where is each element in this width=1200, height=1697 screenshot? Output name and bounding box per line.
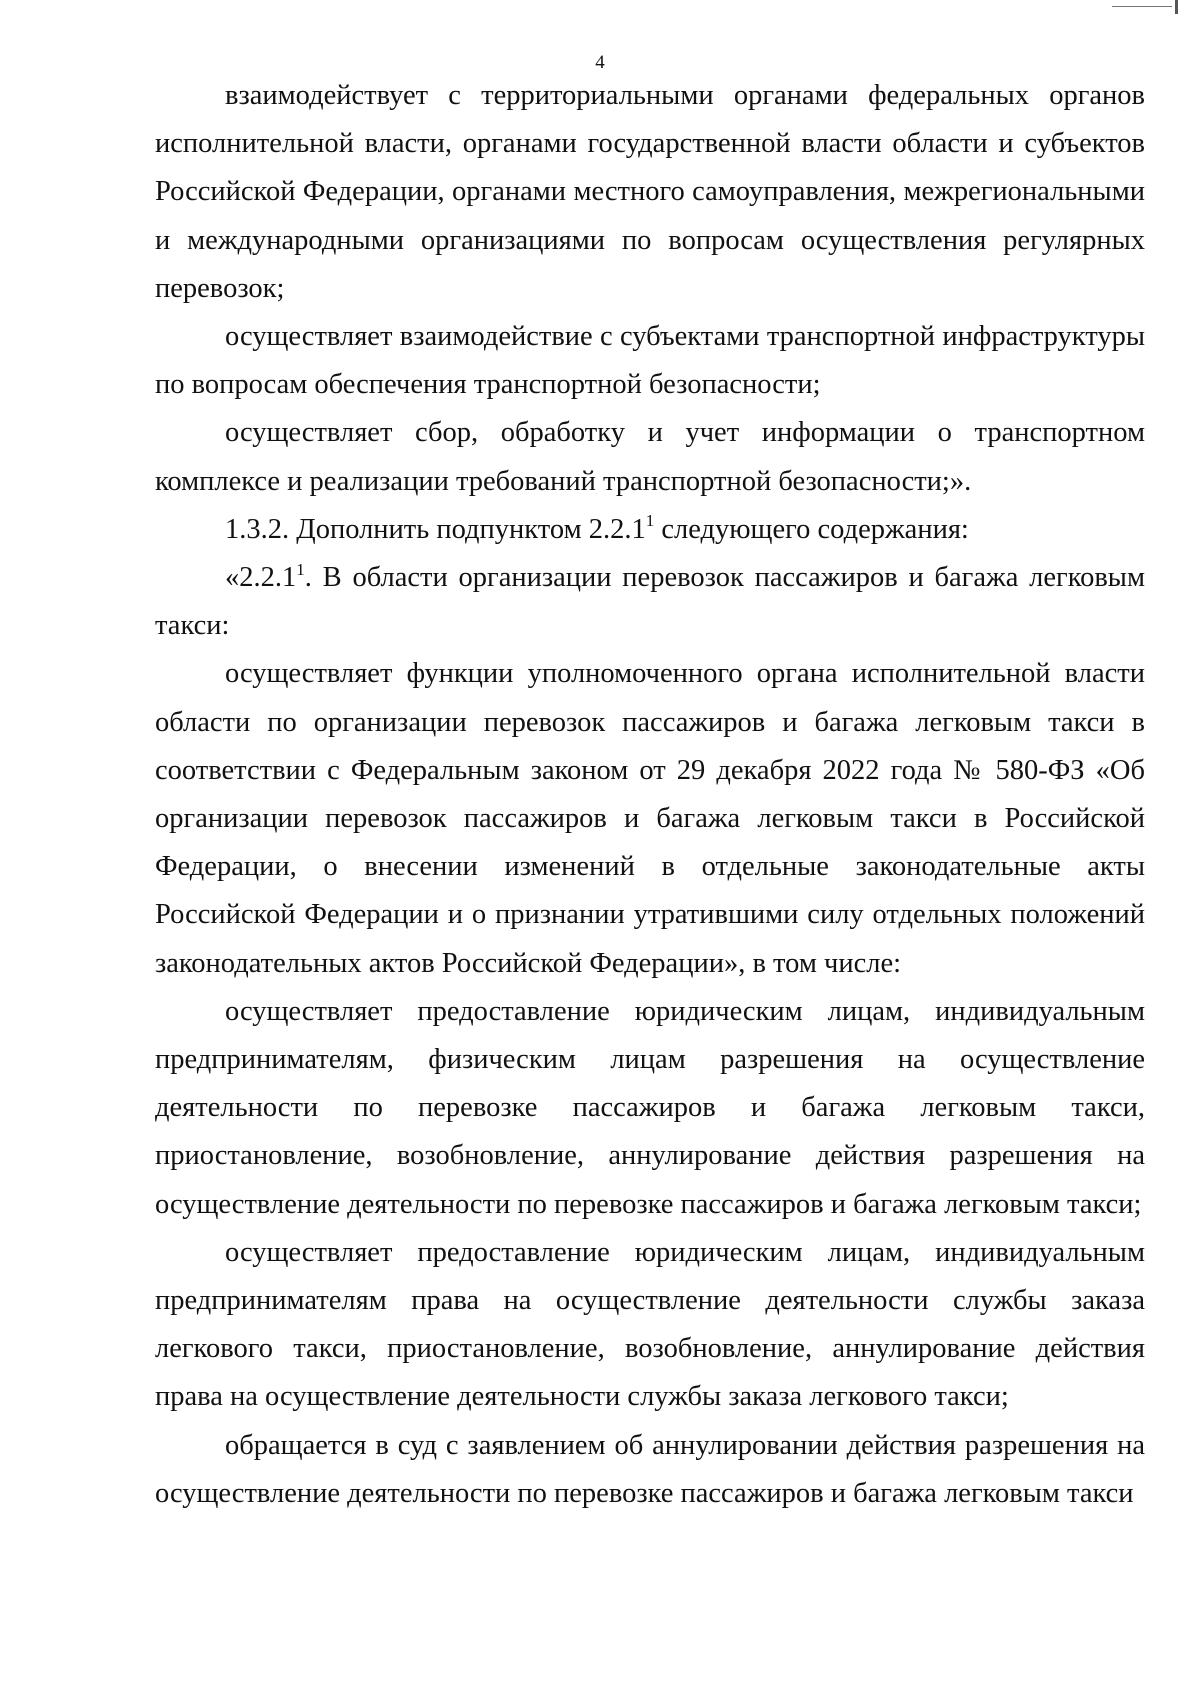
paragraph-interaction: взаимодействует с территориальными органами федеральных органов исполнительной власти, органами государственной власти области и субъектов Российской Федерации, органами местного самоуправления, межрегиональными и международными организациями по вопросам осуществления регулярных перевозок; xyxy=(155,80,1145,304)
paragraph-taxi-ordering-service: осуществляет предоставление юридическим лицам, индивидуальным предпринимателям права на осуществление деятельности службы заказа легкового такси, приостановление, возобновление, аннулирование действия права на осуществление деятельности службы заказа легкового такси; xyxy=(155,1236,1145,1413)
paragraph-taxi-permit: осуществляет предоставление юридическим лицам, индивидуальным предпринимателям, физическим лицам разрешения на осуществление деятельности по перевозке пассажиров и багажа легковым такси, приостановление, возобновление, аннулирование действия разрешения на осуществление деятельности по перевозке пассажиров и багажа легковым такси; xyxy=(155,995,1145,1220)
amendment-clause-text: 1.3.2. Дополнить подпунктом 2.2.1 xyxy=(225,513,646,545)
section-heading-text: . В области организации перевозок пассажиров и багажа легковым такси: xyxy=(155,562,1145,642)
scan-corner-mark xyxy=(1112,0,1172,7)
section-heading-superscript: 1 xyxy=(296,559,305,579)
paragraph-section-heading xyxy=(155,554,1145,650)
amendment-clause-superscript: 1 xyxy=(645,511,655,531)
document-body xyxy=(155,72,1145,1518)
section-heading-number: «2.2.1 xyxy=(225,562,297,594)
paragraph-amendment-clause xyxy=(155,506,1145,554)
paragraph-court-application: обращается в суд с заявлением об аннулировании действия разрешения на осуществление деятельности по перевозке пассажиров и багажа легковым такси xyxy=(155,1429,1145,1509)
amendment-clause-tail: следующего содержания: xyxy=(654,513,969,545)
scan-corner-tick xyxy=(1175,0,1178,14)
paragraph-transport-security-interaction: осуществляет взаимодействие с субъектами транспортной инфраструктуры по вопросам обеспечения транспортной безопасности; xyxy=(155,321,1145,401)
page-number: 4 xyxy=(595,52,605,73)
paragraph-information-collection: осуществляет сбор, обработку и учет информации о транспортном комплексе и реализации требований транспортной безопасности;». xyxy=(155,417,1145,497)
paragraph-authorized-body-functions: осуществляет функции уполномоченного органа исполнительной власти области по организации перевозок пассажиров и багажа легковым такси в соответствии с Федеральным законом от 29 декабря 2022 года № 580-ФЗ «Об организации перевозок пассажиров и багажа легковым такси в Российской Федерации, о внесении изменений в отдельные законодательные акты Российской Федерации и о признании утратившими силу отдельных положений законодательных актов Российской Федерации», в том числе: xyxy=(155,658,1145,979)
